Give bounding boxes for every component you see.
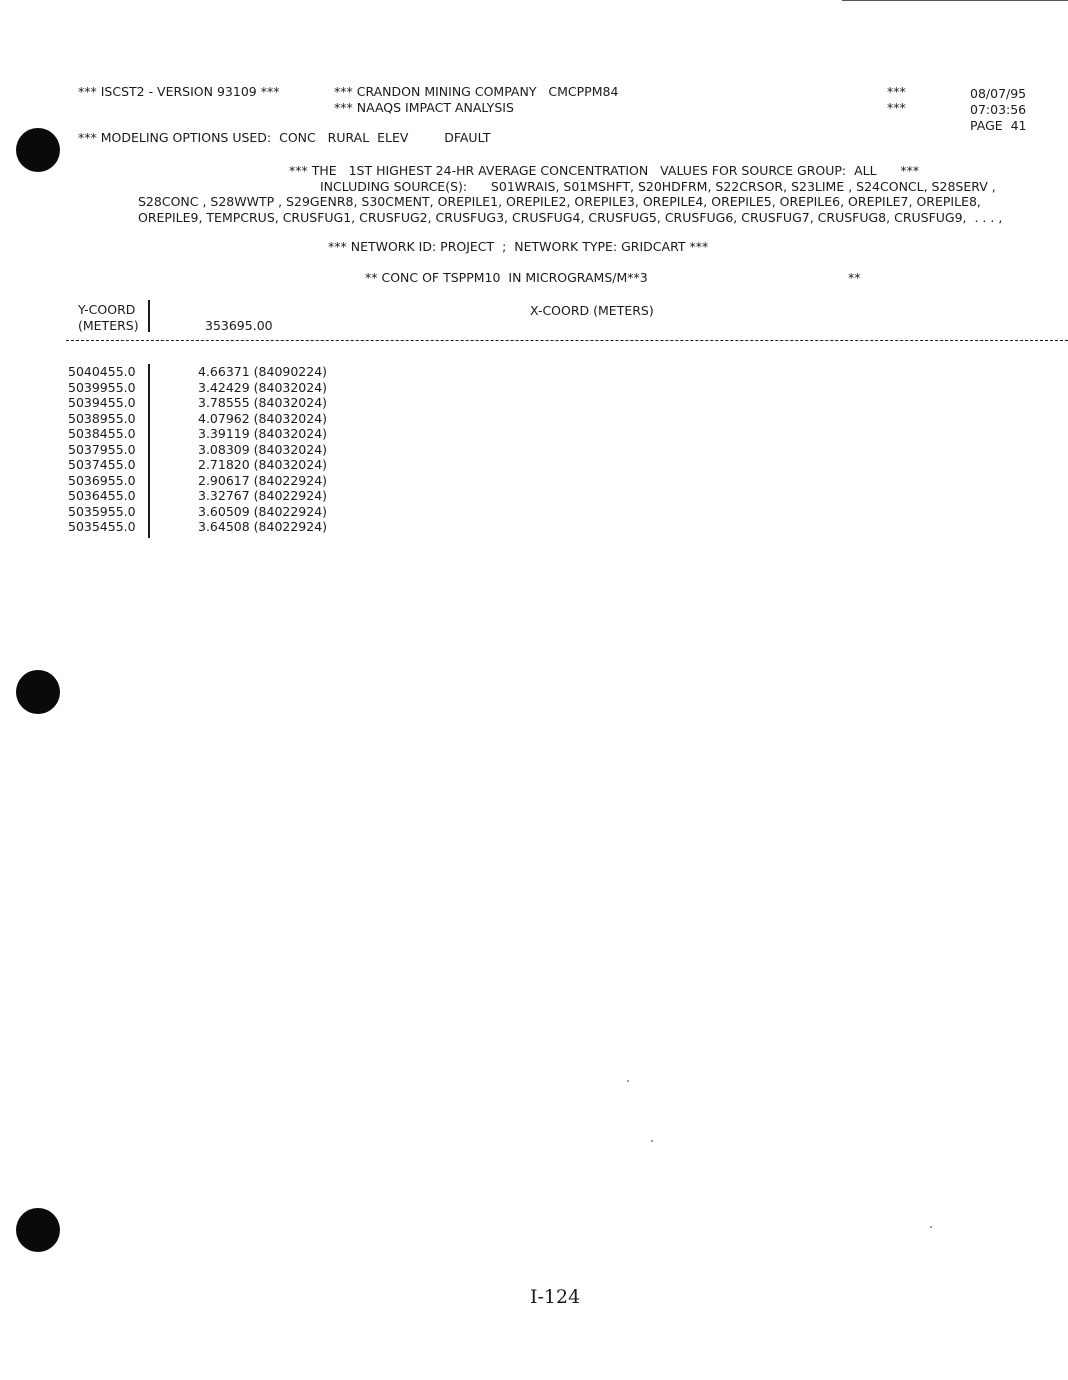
analysis-title: *** NAAQS IMPACT ANALYSIS <box>334 100 514 115</box>
y-coord-cell: 5038955.0 <box>68 410 136 426</box>
column-divider <box>148 364 150 538</box>
y-coord-cell: 5039955.0 <box>68 379 136 395</box>
company-name: *** CRANDON MINING COMPANY CMCPPM84 <box>334 84 619 99</box>
y-coord-units: (METERS) <box>78 318 139 333</box>
y-coord-cell: 5039455.0 <box>68 395 136 410</box>
header-stars: *** <box>887 84 906 99</box>
binder-hole <box>16 670 60 714</box>
page-footer-number: I-124 <box>530 1286 581 1308</box>
network-info: *** NETWORK ID: PROJECT ; NETWORK TYPE: GRIDCART *** <box>328 239 709 254</box>
program-version: *** ISCST2 - VERSION 93109 *** <box>78 84 280 99</box>
scan-speck <box>930 1226 932 1228</box>
concentration-cell: 3.78555 (84032024) <box>198 395 328 410</box>
header-stars: *** <box>887 100 906 115</box>
source-list-line: INCLUDING SOURCE(S): S01WRAIS, S01MSHFT, S20HDFRM, S22CRSOR, S23LIME , S24CONCL, S28SERV , <box>320 179 996 194</box>
y-coord-header: Y-COORD <box>78 302 136 317</box>
concentration-cell: 3.08309 (84032024) <box>198 441 328 457</box>
concentration-cell: 3.32767 (84022924) <box>198 488 328 503</box>
binder-hole <box>16 1208 60 1252</box>
column-divider <box>148 300 150 332</box>
y-coord-cell: 5036455.0 <box>68 488 136 503</box>
x-coord-header: X-COORD (METERS) <box>530 303 654 318</box>
concentration-label: ** CONC OF TSPPM10 IN MICROGRAMS/M**3 <box>365 270 648 285</box>
x-coord-value: 353695.00 <box>205 318 273 333</box>
y-coord-cell: 5038455.0 <box>68 426 136 441</box>
y-coord-cell: 5036955.0 <box>68 472 136 488</box>
result-title: *** THE 1ST HIGHEST 24-HR AVERAGE CONCENTRATION VALUES FOR SOURCE GROUP: ALL *** <box>289 163 920 178</box>
y-coord-cell: 5035455.0 <box>68 519 136 534</box>
concentration-stars: ** <box>848 270 861 285</box>
source-list-line: OREPILE9, TEMPCRUS, CRUSFUG1, CRUSFUG2, CRUSFUG3, CRUSFUG4, CRUSFUG5, CRUSFUG6, CRUSFUG7, CRUSFUG8, CRUSFUG9, . . . , <box>138 210 1003 225</box>
run-date: 08/07/95 <box>970 86 1027 101</box>
header-separator <box>66 340 1068 341</box>
modeling-options: *** MODELING OPTIONS USED: CONC RURAL ELEV DFAULT <box>78 130 491 145</box>
concentration-cell: 3.42429 (84032024) <box>198 379 328 395</box>
y-coord-cell: 5037955.0 <box>68 441 136 457</box>
run-time: 07:03:56 <box>970 102 1027 117</box>
y-coord-cell: 5040455.0 <box>68 364 136 379</box>
concentration-cell: 2.71820 (84032024) <box>198 457 328 472</box>
source-list-line: S28CONC , S28WWTP , S29GENR8, S30CMENT, OREPILE1, OREPILE2, OREPILE3, OREPILE4, OREPILE5, OREPILE6, OREPILE7, OREPILE8, <box>138 194 981 209</box>
y-coord-cell: 5037455.0 <box>68 457 136 472</box>
page-number: PAGE 41 <box>970 118 1027 133</box>
top-edge-line <box>842 0 1068 1</box>
scan-speck <box>627 1080 629 1082</box>
concentration-cell: 3.60509 (84022924) <box>198 503 328 519</box>
concentration-cell: 4.07962 (84032024) <box>198 410 328 426</box>
binder-hole <box>16 128 60 172</box>
concentration-cell: 4.66371 (84090224) <box>198 364 328 379</box>
y-coord-cell: 5035955.0 <box>68 503 136 519</box>
concentration-cell: 2.90617 (84022924) <box>198 472 328 488</box>
scan-speck <box>651 1140 653 1142</box>
concentration-cell: 3.39119 (84032024) <box>198 426 328 441</box>
concentration-cell: 3.64508 (84022924) <box>198 519 328 534</box>
